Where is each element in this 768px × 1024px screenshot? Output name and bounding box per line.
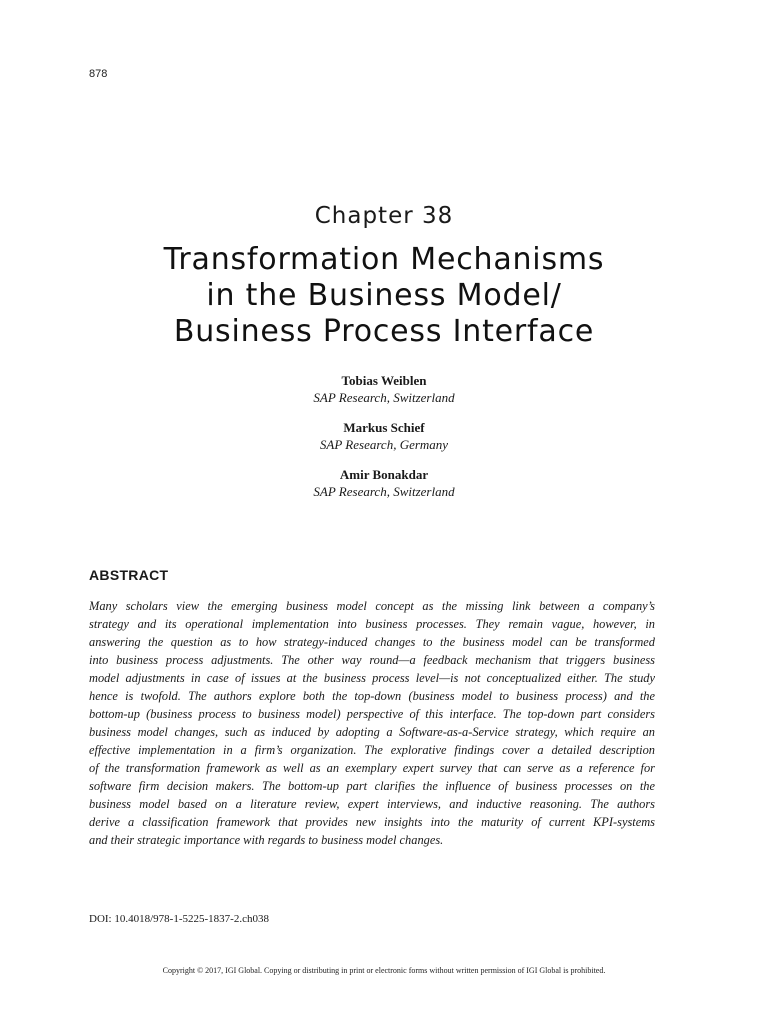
author-name: Tobias Weiblen [341, 373, 427, 388]
abstract-line: of the transformation framework as well as an exemplary expert survey that can serve as a reference for [89, 761, 655, 775]
abstract-line: Many scholars view the emerging business model concept as the missing link between a company’s [89, 599, 655, 613]
doi-text: DOI: 10.4018/978-1-5225-1837-2.ch038 [89, 913, 269, 925]
abstract-line: and their strategic importance with regards to business model changes. [89, 833, 444, 847]
abstract-line: effective implementation in a firm’s organization. The explorative findings cover a detailed description [89, 743, 655, 757]
abstract-line: model adjustments in case of issues at the business process level—is not conceptualized either. The study [89, 671, 655, 685]
abstract-heading: ABSTRACT [89, 567, 169, 583]
chapter-title-line: Business Process Interface [173, 314, 595, 349]
abstract-line: hence is twofold. The authors explore both the top-down (business model to business process) and the [89, 689, 655, 703]
abstract-line: bottom-up (business process to business model) perspective of this interface. The top-down part considers [89, 707, 655, 721]
abstract-body [89, 597, 655, 849]
abstract-line: strategy and its operational implementation into business processes. They remain vague, however, in [89, 617, 655, 631]
author-affiliation: SAP Research, Switzerland [313, 390, 455, 405]
abstract-line: business model changes, such as induced by adopting a Software-as-a-Service strategy, which require an [89, 725, 655, 739]
chapter-title-line: Transformation Mechanisms [163, 242, 605, 277]
chapter-title-line: in the Business Model/ [206, 278, 562, 313]
chapter-label: Chapter 38 [314, 203, 454, 229]
page-number: 878 [89, 68, 108, 80]
author-affiliation: SAP Research, Germany [319, 437, 449, 452]
copyright-notice: Copyright © 2017, IGI Global. Copying or distributing in print or electronic forms without written permission of IGI Global is prohibited. [162, 966, 606, 975]
abstract-line: derive a classification framework that provides new insights into the maturity of current KPI-systems [89, 815, 655, 829]
author-block [0, 466, 768, 500]
abstract-line: business model based on a literature review, expert interviews, and inductive reasoning. The authors [89, 797, 655, 811]
abstract-line: software firm decision makers. The bottom-up part clarifies the influence of business processes on the [89, 779, 655, 793]
chapter-title [0, 242, 768, 350]
author-block [0, 372, 768, 406]
author-block [0, 419, 768, 453]
author-name: Markus Schief [343, 420, 425, 435]
abstract-line: answering the question as to how strategy-induced changes to the business model can be transformed [89, 635, 655, 649]
author-name: Amir Bonakdar [339, 467, 429, 482]
abstract-line: into business process adjustments. The other way round—a feedback mechanism that triggers business [89, 653, 655, 667]
author-affiliation: SAP Research, Switzerland [313, 484, 455, 499]
